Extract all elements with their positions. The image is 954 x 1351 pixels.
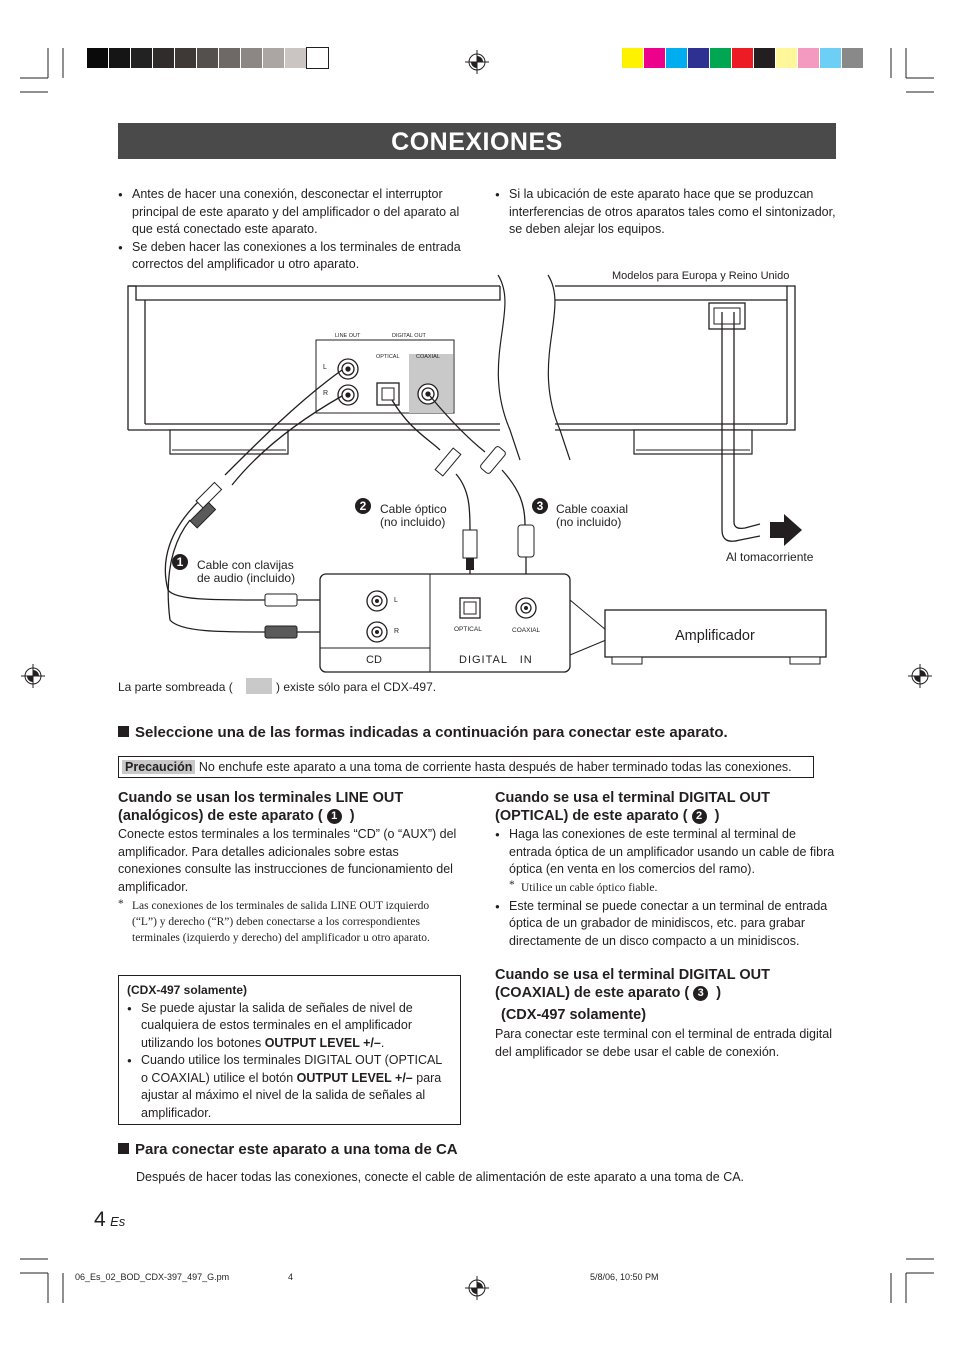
line-out-note (118, 898, 438, 946)
callout-3 (532, 498, 548, 516)
optical-note-text: Utilice un cable óptico fiable. (521, 881, 658, 894)
amp-digital-in-label: DIGITAL IN (459, 654, 533, 666)
number-badge: 2 (692, 809, 707, 824)
optical-bullet: ● Haga las conexiones de este terminal al terminal de entrada óptica de un amplificador usando un cable de fibra óptica (en venta en los comercios del ramo). (495, 826, 840, 879)
cdx497-bullet (127, 1052, 448, 1122)
line-out-body: Conecte estos terminales a los terminales “CD” (o “AUX”) del amplificador. Para detalles adicionales sobre estas conexiones consulte las instrucciones de funcionamiento del amplificador. (118, 827, 457, 894)
cdx-b1-pre: Se puede ajustar la salida de señales de nivel de cualquiera de estos terminales en el amplificador utilizando los botones (141, 1000, 413, 1050)
number-badge: 3 (532, 498, 548, 514)
optical-cable-sub: (no incluido) (380, 515, 446, 529)
panel-line-out-label: LINE OUT (335, 333, 361, 339)
panel-optical-label: OPTICAL (376, 354, 400, 360)
shaded-note-prefix: La parte sombreada ( (118, 680, 233, 694)
optical-heading (495, 790, 840, 825)
outlet-label: Al tomacorriente (726, 550, 814, 564)
cdx-b2-pre: Cuando utilice los terminales DIGITAL OUT (OPTICAL o COAXIAL) utilice el botón (141, 1053, 442, 1085)
number-badge: 1 (327, 809, 342, 824)
heading-close: ) (716, 984, 722, 1001)
coaxial-heading (495, 967, 840, 1025)
panel-jack-l: L (323, 364, 327, 371)
note-mark: * (509, 878, 515, 891)
page-lang: Es (110, 1214, 126, 1229)
select-method-heading (118, 724, 848, 742)
page-number (94, 1208, 125, 1232)
intro-bullet: ● Si la ubicación de este aparato hace que se produzcan interferencias de otros aparatos tales como el sintonizador, se deben alejar los equipos. (495, 186, 840, 239)
cdx-b1-bold: OUTPUT LEVEL +/– (264, 1035, 381, 1050)
amp-cd-label: CD (366, 654, 382, 666)
coaxial-body: Para conectar este terminal con el terminal de entrada digital del amplificador se debe usar el cable de conexión. (495, 1027, 832, 1059)
caution-label: Precaución (122, 760, 195, 774)
optical-heading-2-text: (OPTICAL) de este aparato ( (495, 807, 688, 824)
line-out-heading-1: Cuando se usan los terminales LINE OUT (118, 790, 404, 806)
cdx-b2-bold: OUTPUT LEVEL +/– (296, 1070, 413, 1085)
coaxial-heading-1: Cuando se usa el terminal DIGITAL OUT (495, 967, 771, 983)
callout-1 (172, 554, 188, 572)
ac-heading (118, 1141, 718, 1159)
optical-heading-1: Cuando se usa el terminal DIGITAL OUT (495, 790, 771, 806)
callout-2 (355, 498, 371, 516)
heading-close: ) (714, 807, 720, 824)
line-out-heading-2-text: (analógicos) de este aparato ( (118, 807, 323, 824)
number-badge: 3 (693, 986, 708, 1001)
audio-cable-sub: de audio (incluido) (197, 571, 296, 585)
optical-bullet: ● Este terminal se puede conectar a un terminal de entrada óptica de un grabador de minidiscos, etc. para grabar directamente de un disco compacto a un minidiscos. (495, 898, 840, 951)
amp-optical-label: OPTICAL (454, 626, 482, 633)
amp-jack-r: R (394, 628, 400, 635)
amp-coaxial-label: COAXIAL (512, 627, 541, 634)
intro-bullet: ● Antes de hacer una conexión, desconectar el interruptor principal de este aparato y del amplificador o del aparato al que está conectado este aparato. (118, 186, 463, 239)
footer-date: 5/8/06, 10:50 PM (590, 1272, 659, 1282)
coaxial-heading-2-text: (COAXIAL) de este aparato ( (495, 984, 690, 1001)
square-bullet-icon (118, 726, 129, 737)
intro-bullet: ● Se deben hacer las conexiones a los terminales de entrada correctos del amplificador u otro aparato. (118, 239, 463, 274)
optical-note (495, 880, 840, 896)
audio-cable-title: Cable con clavijas (197, 558, 294, 572)
number-badge: 1 (172, 554, 188, 570)
cdx497-bullet (127, 1000, 448, 1053)
caution-text: No enchufe este aparato a una toma de corriente hasta después de haber terminado todas las conexiones. (198, 760, 792, 774)
line-out-heading-2 (118, 808, 463, 826)
note-mark: * (118, 898, 124, 910)
panel-digital-out-label: DIGITAL OUT (392, 333, 426, 339)
line-out-note-text: Las conexiones de los terminales de salida LINE OUT izquierdo (“L”) y derecho (“R”) deben conectarse a los correspondientes terminales (izquierdo y derecho) del amplificador u otro aparato. (132, 900, 430, 944)
ac-body: Después de hacer todas las conexiones, conecte el cable de alimentación de este aparato a una toma de CA. (136, 1170, 745, 1184)
optical-body (495, 826, 840, 950)
caution-box (118, 756, 814, 778)
coaxial-cable-title: Cable coaxial (556, 502, 629, 516)
cdx-b1-post: . (380, 1035, 385, 1050)
coaxial-heading-2 (495, 985, 840, 1003)
number-badge: 2 (355, 498, 371, 514)
audio-cable-label (197, 559, 295, 585)
cdx497-box (118, 975, 461, 1125)
panel-coaxial-label: COAXIAL (416, 354, 440, 360)
page-title: CONEXIONES (118, 123, 836, 159)
amplifier-label: Amplificador (675, 628, 755, 644)
coaxial-cable-label (556, 503, 628, 529)
models-note: Modelos para Europa y Reino Unido (612, 270, 790, 282)
select-method-text: Seleccione una de las formas indicadas a continuación para conectar este aparato. (135, 724, 728, 741)
optical-heading-2 (495, 808, 840, 826)
cdx-b2-post: para ajustar al máximo el nivel de la salida de señales al amplificador. (141, 1070, 442, 1120)
panel-jack-r: R (323, 390, 329, 397)
optical-cable-title: Cable óptico (380, 502, 447, 516)
coaxial-cable-sub: (no incluido) (556, 515, 622, 529)
line-out-heading (118, 790, 463, 825)
optical-cable-label (380, 503, 447, 529)
footer-page: 4 (288, 1272, 294, 1282)
footer-file: 06_Es_02_BOD_CDX-397_497_G.pm (75, 1272, 230, 1282)
page-number-value: 4 (94, 1208, 106, 1231)
heading-close: ) (349, 807, 355, 824)
coaxial-heading-3: (CDX-497 solamente) (501, 1007, 647, 1023)
shaded-note-suffix: ) existe sólo para el CDX-497. (276, 680, 437, 694)
cdx497-box-title: (CDX-497 solamente) (127, 983, 248, 997)
ac-heading-text: Para conectar este aparato a una toma de CA (135, 1141, 458, 1158)
amp-jack-l: L (394, 597, 398, 604)
unit-rear-panel (128, 286, 795, 430)
square-bullet-icon (118, 1143, 129, 1154)
